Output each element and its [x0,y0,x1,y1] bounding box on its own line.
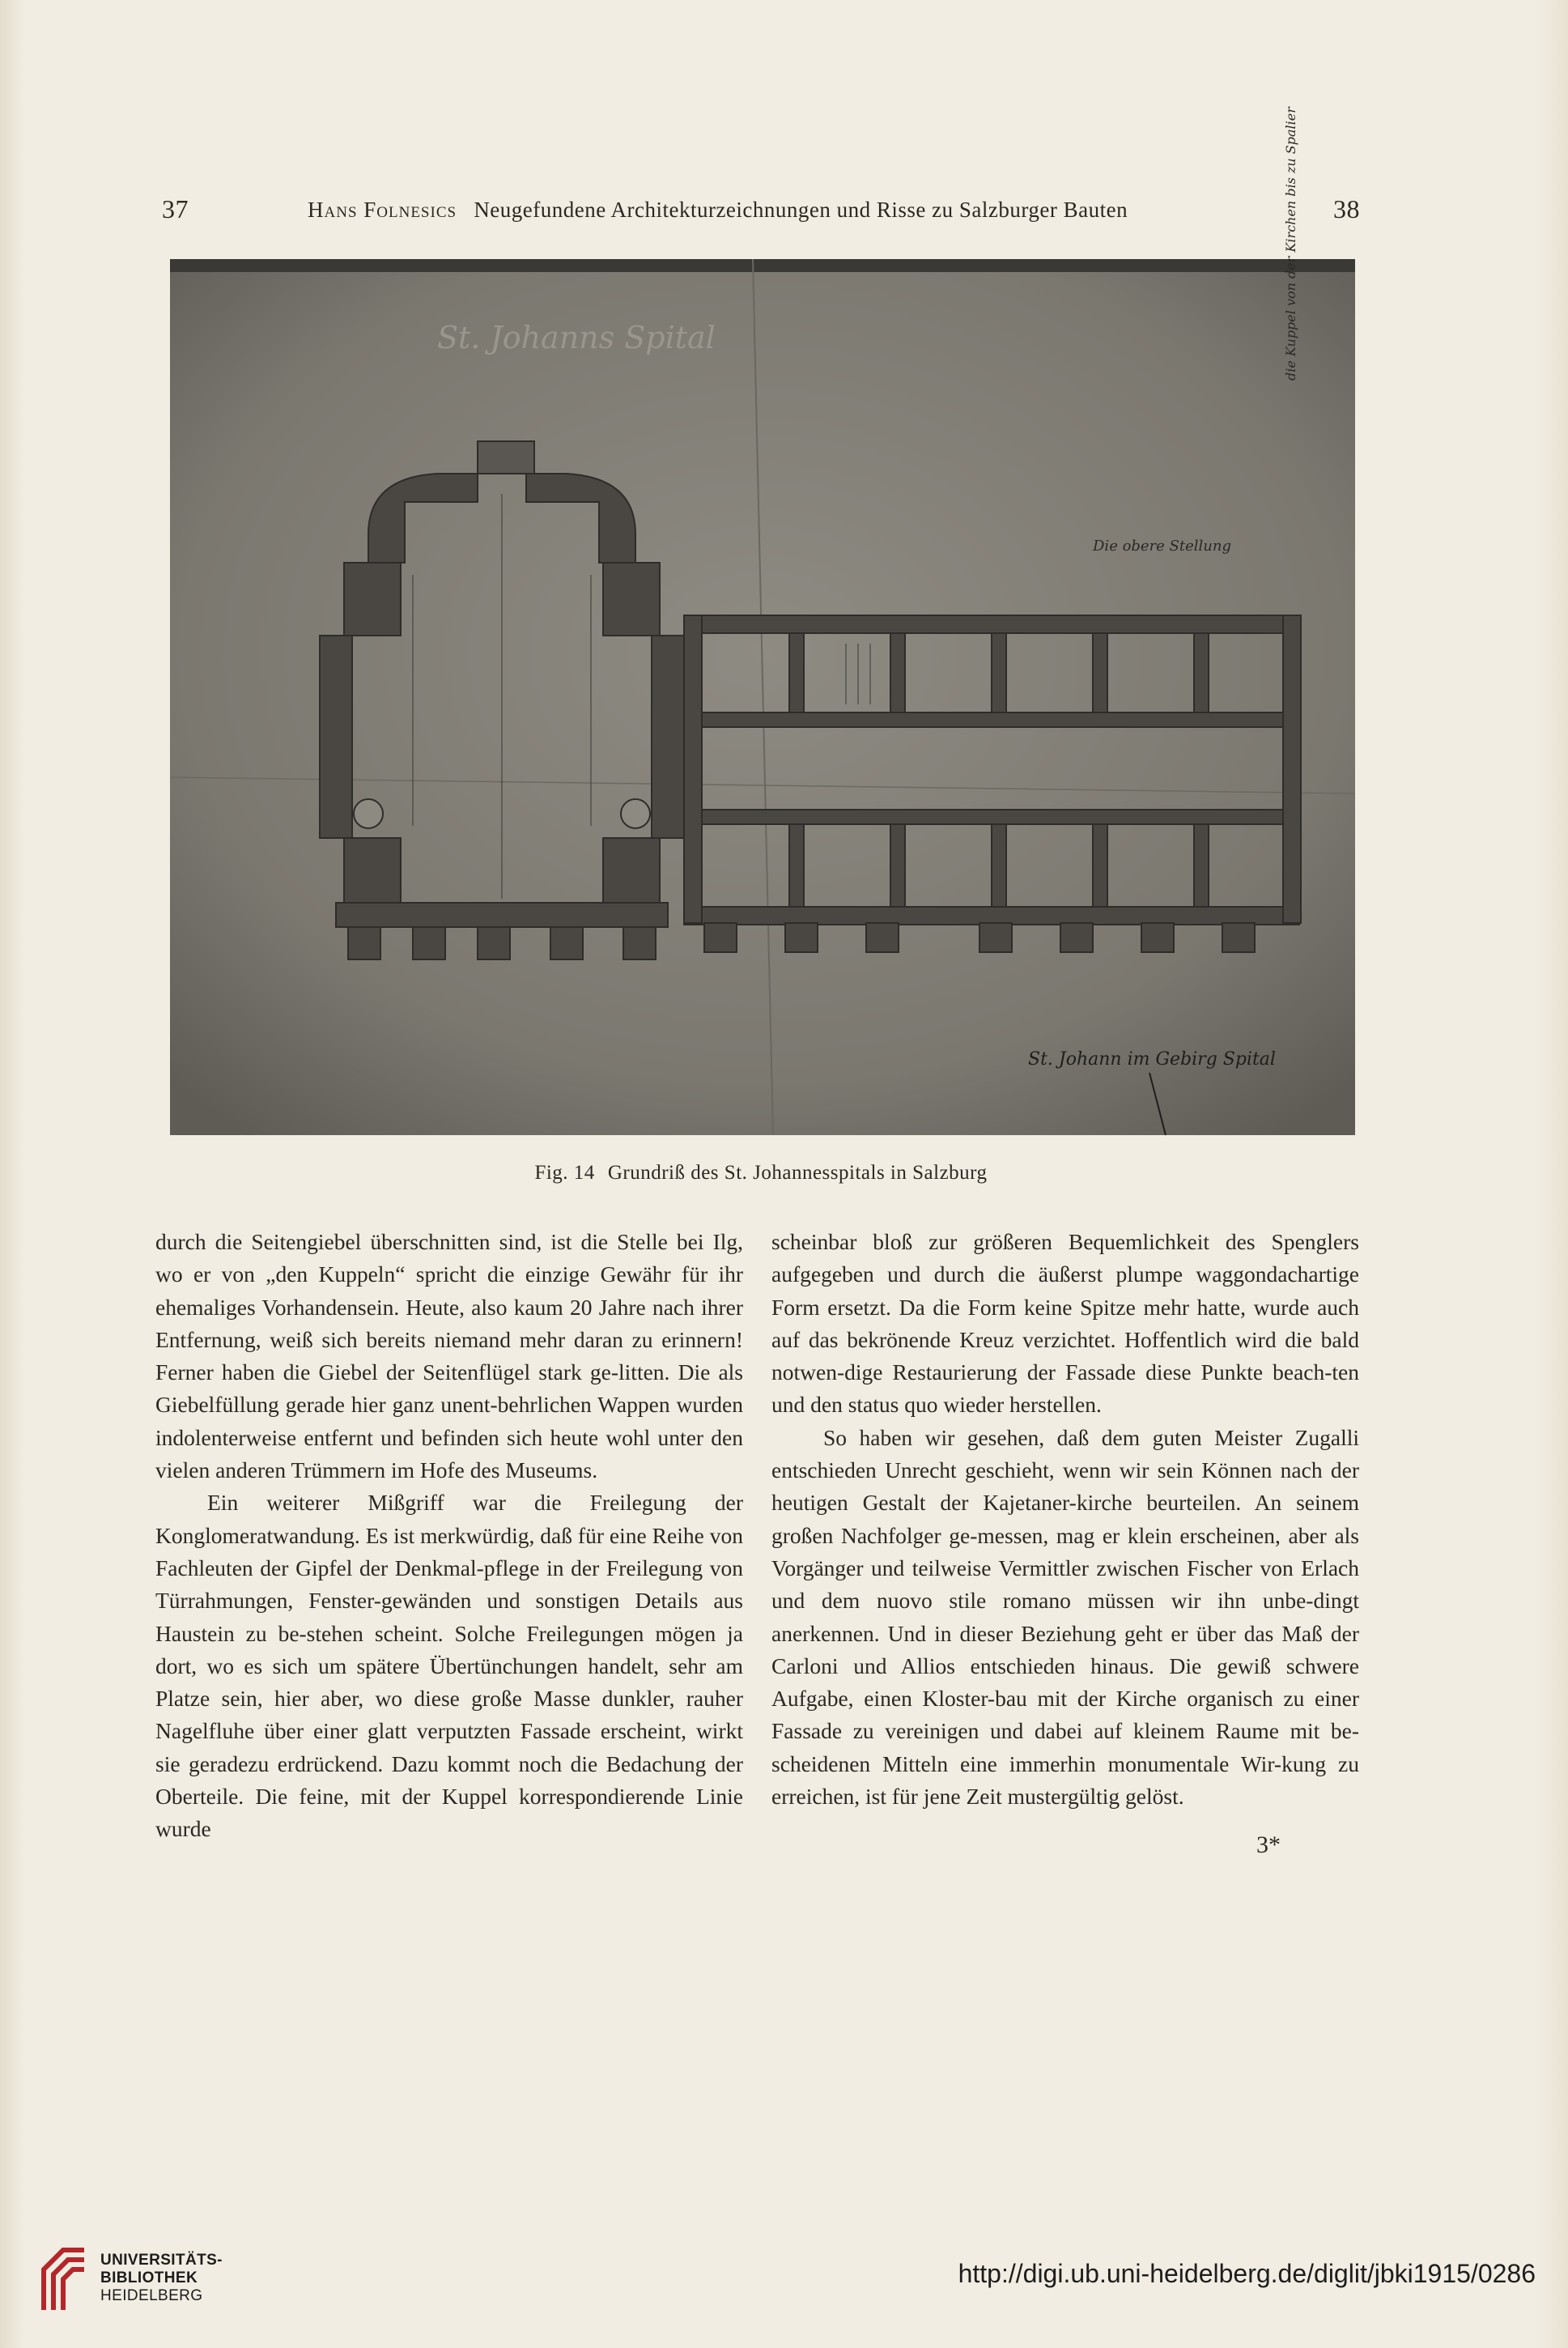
plan-note-upper: Die obere Stellung [1093,538,1231,555]
bottom-inscription: St. Johann im Gebirg Spital [1028,1049,1276,1070]
sheet-inscription: St. Johanns Spital [437,320,716,355]
sheet-signature: 3* [1256,1831,1281,1858]
figure-label: Fig. 14 [534,1162,595,1184]
source-url[interactable]: http://digi.ub.uni-heidelberg.de/diglit/jbki1915/0286 [958,2259,1536,2288]
header-author: Hans Folnesics [308,198,457,222]
text-column-right [771,1226,1359,1813]
figure-caption-text: Grundriß des St. Johannesspitals in Salzburg [607,1162,988,1184]
library-emblem-icon [39,2245,89,2315]
running-header [162,194,1360,227]
library-name-line2: BIBLIOTHEK [100,2269,198,2286]
marginal-note: die Kuppel von der Kirchen bis zu Spalier [1283,107,1298,381]
page-number-right: 38 [1333,194,1360,223]
figure-caption [162,1162,1360,1185]
page-number-left: 37 [162,194,189,223]
paragraph: durch die Seitengiebel überschnitten sind, ist die Stelle bei Ilg, wo er von „den Kuppeln“ spricht die einzige Gewähr für ihr ehemaliges Vorhandensein. Heute, also kaum 20 Jahre nach ihrer Entfernung, weiß sich bereits niemand mehr daran zu erinnern! Ferner haben die Giebel der Seitenflügel stark ge-litten. Die als Giebelfüllung gerade hier ganz unent-behrlichen Wappen wurden indolenterweise entfernt und befinden sich heute wohl unter den vielen anderen Trümmern im Hofe des Museums. [155,1229,743,1483]
running-title [308,198,1128,223]
library-logo [39,2245,233,2318]
library-name-line1: UNIVERSITÄTS- [100,2252,223,2269]
paragraph: Ein weiterer Mißgriff war die Freilegung der Konglomeratwandung. Es ist merkwürdig, daß für eine Reihe von Fachleuten der Gipfel der Denkmal-pflege in der Freilegung von Türrahmungen, Fenster-gewänden und sonstigen Details aus Haustein zu be-stehen scheint. Solche Freilegungen mögen ja dort, wo es sich um spätere Übertünchungen handelt, sehr am Platze sein, hier aber, wo diese große Masse dunkler, rauher Nagelfluhe über einer glatt verputzten Fassade erscheint, wirkt sie geradezu erdrückend. Dazu kommt noch die Bedachung der Oberteile. Die feine, mit der Kuppel korrespondierende Linie wurde [155,1490,743,1842]
header-title: Neugefundene Architekturzeichnungen und Risse zu Salzburger Bauten [474,198,1128,222]
library-name-line3: HEIDELBERG [100,2287,203,2304]
text-column-left [155,1226,743,1846]
paragraph: So haben wir gesehen, daß dem guten Meister Zugalli entschieden Unrecht geschieht, wenn wir sein Können nach der heutigen Gestalt der Kajetaner-kirche beurteilen. An seinem großen Nachfolger ge-messen, mag er klein erscheinen, aber als Vorgänger und teilweise Vermittler zwischen Fischer von Erlach und dem nuovo stile romano müssen wir ihn unbe-dingt anerkennen. Und in dieser Beziehung geht er über das Maß der Carloni und Allios entschieden hinaus. Die gewiß schwere Aufgabe, einen Kloster-bau mit der Kirche organisch zu einer Fassade zu vereinigen und dabei auf kleinem Raume mit be-scheidenen Mitteln eine immerhin monumentale Wir-kung zu erreichen, ist für jene Zeit mustergültig gelöst. [771,1424,1359,1810]
paragraph: scheinbar bloß zur größeren Bequemlichkeit des Spenglers aufgegeben und durch die äußerst plumpe waggondachartige Form ersetzt. Da die Form keine Spitze mehr hatte, wurde auch auf das bekrönende Kreuz verzichtet. Hoffentlich wird die bald notwen-dige Restaurierung der Fassade diese Punkte beach-ten und den status quo wieder herstellen. [771,1229,1359,1418]
